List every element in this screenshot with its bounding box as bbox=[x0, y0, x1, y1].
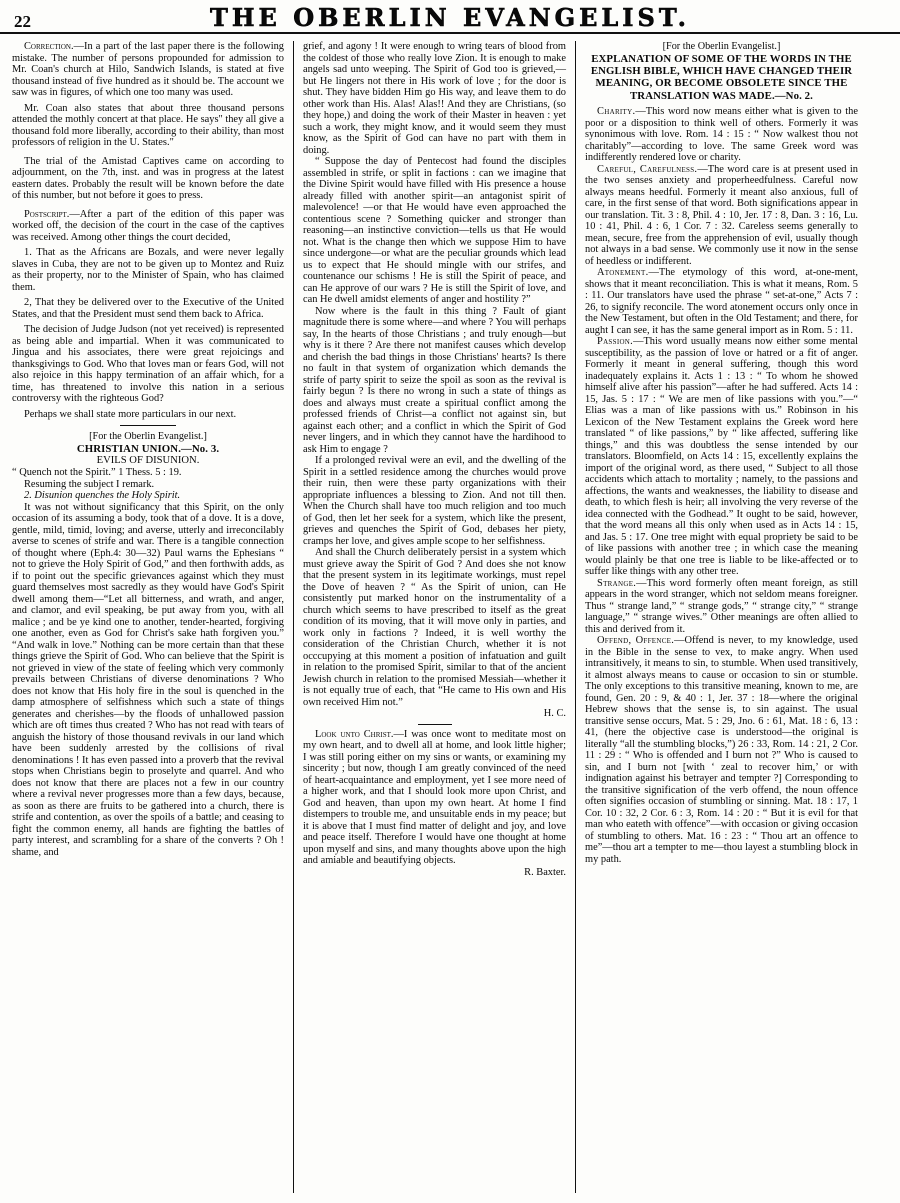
entry-word: Charity. bbox=[597, 106, 636, 118]
glossary-entry bbox=[585, 336, 858, 578]
news-item bbox=[12, 409, 284, 421]
column-container bbox=[0, 34, 900, 1201]
article-title: CHRISTIAN UNION.—No. 3. bbox=[76, 442, 220, 455]
entry-text: —The word care is at present used in the two senses anxiety and properheedfulness. Careful now always means heedful. Formerly it meant also anxious, full of care, in the first sense of that word. Both significations appear in our translation. Tit. 3 : 8, Phil. 4 : 10, Jer. 17 : 8, Dan. 3 : 16, Lu. 10 : 41, Phil. 4 : 6, 1 Cor. 7 : 32. Careless seems generally to mean, secure, free from the apprehension of evil, usually though not always in a bad sense. We commonly use it now in the sense of heedless or indifferent. bbox=[585, 163, 858, 267]
item-text: Perhaps we shall state more particulars in our next. bbox=[24, 408, 237, 420]
entry-word: Careful, Carefulness. bbox=[597, 163, 698, 175]
item-text: —In a part of the last paper there is the following mistake. The number of persons propounded for admission to Mr. Coan's church at Hilo, Sandwich Islands, is stated at five thousand instead of five hundred as it should be. The account we saw was in figures, of which one too many was used. bbox=[12, 41, 284, 98]
item-lead: Postscript. bbox=[24, 208, 70, 220]
column-1 bbox=[12, 41, 294, 1193]
news-item bbox=[12, 156, 284, 202]
article-resume: Resuming the subject I remark. bbox=[24, 478, 155, 490]
article-source: [For the Oberlin Evangelist.] bbox=[89, 431, 207, 442]
entry-text: —This word now means either what is given to the poor or a disposition to think well of others. Formerly it was synonimous with love. Rom. 14 : 15 : “ Now walkest thou not charitably”—according to love. The same Greek word was indifferently rendered love or charity. bbox=[585, 106, 858, 164]
glossary-entry bbox=[585, 106, 858, 164]
news-item bbox=[12, 297, 284, 320]
article-title: EXPLANATION OF SOME OF THE WORDS IN THE ENGLISH BIBLE, WHICH HAVE CHANGED THEIR MEANING, OR BECOME OBSOLETE SINCE THE TRANSLATION WAS MADE.—No. 2. bbox=[590, 52, 853, 102]
news-item bbox=[12, 41, 284, 99]
column-2 bbox=[294, 41, 576, 1193]
news-item bbox=[12, 103, 284, 149]
item-text: —After a part of the edition of this paper was worked off, the decision of the court in the case of the captives was received. Among other things the court decided, bbox=[12, 208, 284, 243]
article-source: [For the Oberlin Evangelist.] bbox=[662, 41, 781, 52]
item-text: Mr. Coan also states that about three thousand persons attended the mothly concert at that place. He says" they all give a thousand fold more liberally, according to their ability, than most professors of religion in the U. States." bbox=[12, 102, 284, 148]
column-3 bbox=[576, 41, 858, 1193]
article-paragraph: And shall the Church deliberately persist in a system which must grieve away the Spirit of God ? And does she not know that the present system in its legitimate workings, must repel the Dove of heaven ? “ As the Spirit of union, can He consistently put marked honor on the instrumentality of a church which seems to have prescribed to itself as the great condition of its moving, that it will move only in parties, and work only in factions ? Indeed, it is well worthy the consideration of the Christian Church, whether it is not occcupying at this moment a position of infatuation and guilt in relation to the promised Spirit, similar to that of the ancient Jewish church in relation to the promised Messiah—whether it is not equally true of each, that “He came to His own and His own received Him not.” bbox=[303, 547, 566, 708]
entry-word: Offend, Offence. bbox=[597, 635, 675, 647]
item-text: 1. That as the Africans are Bozals, and were never legally slaves in Cuba, they are not to be given up to Montez and Ruiz as their property, nor to the Minister of Spain, who has claimed them. bbox=[12, 247, 284, 293]
divider-rule bbox=[418, 724, 452, 725]
divider-rule bbox=[120, 425, 176, 426]
item-text: The decision of Judge Judson (not yet received) is represented as being able and impartial. When it was communicated to Jingua and his associates, there were great rejoicings and thanksgivings to God. Who that loves man or fears God, will not also rejoice in this happy termination of an affair which, for a time, has threatened to involve this nation in a serious controversy with the righteous God? bbox=[12, 324, 284, 404]
article-point: 2. Disunion quenches the Holy Spirit. bbox=[24, 490, 181, 501]
item-lead: Correction. bbox=[24, 41, 74, 52]
item-text: —I was once wont to meditate most on my own heart, and to dwell all at home, and look little higher; I was still poring either on my sins or wants, or examining my sincerity ; but now, though I am greatly convinced of the need of heart-acquaintance and employment, yet I see more need of a higher work, and that I should look more upon Christ, and God and heaven, than upon my own heart. At home I find distempers to trouble me, and unsuitable ends in my peace; but it is above that I must find matter of delight and joy, and love and peace itself. Therefore I would have one thought at home upon myself and sins, and many thoughts above upon the high and amiable and beautifying objects. bbox=[303, 728, 566, 866]
glossary-entry bbox=[585, 267, 858, 336]
article-paragraph: “ Suppose the day of Pentecost had found the disciples assembled in strife, or split in factions : can we imagine that the Divine Spirit would have filled with His presence a house already filled with another spirit—an antagonist spirit of malevolence! —or that He would have even approached the contentious scene ? Something quicker and stronger than reasoning—an instinctive conviction—tells us that He would not. What is the change then which we suppose Him to have since undergone—or what are the peculiar grounds which lead us to expect that He should mingle with our strifes, and countenance our schisms ! He is still the Spirit of peace, and can He approve of our wars ? He is still the Spirit of love, and can He dwell amidst elements of anger and hostility ?” bbox=[303, 156, 566, 305]
news-item bbox=[12, 324, 284, 405]
item-text: The trial of the Amistad Captives came on according to adjournment, on the 7th, inst. and was in progress at the latest eastern dates. Probably the result will be known before the date of this number, but not before it goes to press. bbox=[12, 155, 284, 201]
item-lead: Look unto Christ. bbox=[315, 728, 394, 740]
item-signature: R. Baxter. bbox=[524, 866, 566, 878]
publication-title: THE OBERLIN EVANGELIST. bbox=[210, 3, 690, 32]
entry-text: —Offend is never, to my knowledge, used in the Bible in the sense to vex, to make angry. When used intransitively, it means to sin, to stumble. When used transitively, it almost always means to cause or occasion to sin or stumble. The only exceptions to this transitive meaning, known to me, are found, Gen. 20 : 9, & 40 : 1, Jer. 37 : 18—where the original Hebrew shows that the sense is, to sin against. The usual transitive sense occurs, Mat. 5 : 29, Jno. 6 : 61, Mat. 18 : 6, 13 : 41, (here the objective case is understood—the original is literally “all the stumbling blocks,”) 26 : 33, Rom. 14 : 21, 2 Cor. 11 : 29 : “ Who is offended and I burn not ?” Who is caused to sin, and I burn not [with ‘ zeal to recover him,’ or with indignation against his betrayer and tempter ?] Corresponding to the transitive signification of the verb offend, the noun offence often signifies occasion of stumbling or sinning. Mat. 18 : 17, 1 Cor. 10 : 32, 2 Cor. 6 : 3, Rom. 14 : 20 : “ But it is evil for that man who eateth with offence”—with occasion or giving occasion of stumbling to others. Mat. 16 : 23 : “ Thou art an offence to me”—thou art a tempter to me—thou layest a stumbling block in my path. bbox=[585, 635, 859, 865]
glossary-entry bbox=[585, 164, 858, 268]
news-item bbox=[12, 209, 284, 244]
article-paragraph: If a prolonged revival were an evil, and the dwelling of the Spirit in a settled residence among the churches would prove their ruin, then were these party organizations with their appropriate influences a blessing to Zion. And not till then. When the Church shall have too much religion and too much of God, then let her seek for a system, which like the present, grieves and quenches the Spirit of God, debases her piety, cramps her love, and gives ample scope to her selfishness. bbox=[303, 455, 566, 547]
article-subtitle: EVILS OF DISUNION. bbox=[96, 455, 200, 466]
item-text: 2, That they be delivered over to the Executive of the United States, and that the President must send them back to Africa. bbox=[12, 297, 284, 320]
masthead bbox=[0, 0, 900, 34]
entry-text: —The etymology of this word, at-one-ment, shows that it meant reconciliation. This is what it means, Rom. 5 : 11. Our translators have used the phrase “ set-at-one,” Acts 7 : 26, to signify reconcile. The word atonement occurs only once in the New Testament, but often in the Old Testament; and there, for aught I can see, it has the same general import as in Rom. 5 : 11. bbox=[585, 267, 858, 336]
entry-text: —This word formerly often meant foreign, as still appears in the word stranger, which not seldom means foreigner. Thus “ strange land,” “ strange gods,” “ strange city,” “ strange language,” “ strange wives.” Other meanings are often allied to this and derived from it. bbox=[585, 577, 858, 635]
article-epigraph: “ Quench not the Spirit.” 1 Thess. 5 : 19. bbox=[12, 467, 182, 478]
glossary-entry bbox=[585, 635, 858, 865]
entry-text: —This word usually means now either some mental susceptibility, as the passion of love or hatred or a fit of anger. Formerly it meant in general suffering, though this word inadequately explains it. Acts 1 : 13 : “ To whom he showed himself alive after his passion”—after he had suffered. Acts 14 : 15, Jas. 5 : 17 : “ We are men of like passions with you.”—“ Elias was a man of like passions with us.” Robinson in his Lexicon of the New Testament explains the Greek word here translated “ of like passions,” by “ like affected, suffering like things,” and this was doubtless the sense intended by our translators. Bloomfield, on Acts 14 : 15, excellently explains the import of the original word, as there used, “ Subject to all those accidents which attach to mortality ; namely, to the passions and affections, the wants and weaknesses, the liability to disease and death, to which flesh is heir; all involving the very reverse of the idea connected with the Godhead.” It ought to be said, however, that the word means all this only when used as in Acts 14 : 15, and Jas. 5 : 17. One tree might with equal propriety be said to be of like passions with another tree ; in which case the meaning would plainly be that one tree is liable to be like-affected or to suffer like things with any other tree. bbox=[585, 336, 858, 578]
news-item bbox=[12, 247, 284, 293]
entry-word: Atonement. bbox=[597, 267, 649, 279]
article-signature: H. C. bbox=[543, 708, 566, 719]
article-paragraph: Now where is the fault in this thing ? Fault of giant magnitude there is some where—and where ? You will perhaps say, In the hearts of those Christians ; and truly enough—but why is it there ? Are there not manifest causes which develop and cherish the bad things in those Christians' hearts? Is there no fault in that system of organization which demands the strife of party spirit to seize the spoil as soon as the revival is fairly begun ? Is there no wrong in such a state of things as does and always must create a spiritual conflict among the professed friends of Christ—a conflict not against sin, but against each other; and a conflict in which the Spirit of God never lingers, and in which they cannot have the hardihood to ask Him to engage ? bbox=[303, 305, 566, 455]
article-paragraph: grief, and agony ! It were enough to wring tears of blood from the coldest of those who really love Zion. It is enough to make angels sad unto weeping. The Spirit of God too is grieved,—but He lingers not there in His work of love ; for the door is shut. They have bidden Him go His way, and leave them to do other work than His. Alas! Alas!! And they are Christians, (so they hope,) and doing the work of their Master in heaven : yet such a work, they might know, and it would seem they must know, as the Spirit of God can have no part with them in doing. bbox=[303, 41, 566, 156]
entry-word: Strange. bbox=[597, 577, 637, 589]
news-item bbox=[303, 729, 566, 867]
page-number: 22 bbox=[14, 12, 31, 31]
glossary-entry bbox=[585, 578, 858, 636]
entry-word: Passion. bbox=[597, 336, 634, 348]
article-paragraph: It was not without significancy that this Spirit, on the only occasion of its assuming a body, took that of a dove. It is a dove, gentle, mild, timid, loving; and averse, utterly and irreconcilably averse to scenes of strife and war. There is a tangible connection of thought where (Eph.4: 30—32) Paul warns the Ephesians “ not to grieve the Holy Spirit of God,” and then forthwith adds, as if to point out the specific grievances against which they must guard themselves most sacredly as they would have God's Spirit dwell among them—“Let all bitterness, and wrath, and anger, and clamor, and evil speaking, be put away from you, with all malice ; and be ye kind one to another, tender-hearted, forgiving one another, even as God for Christ's sake hath forgiven you.” “And walk in love.” Nothing can be more certain than that these things grieve the Spirit of God. Who can believe that the Spirit is not grieved in view of the state of feeling which very commonly prevails between Christians of diverse denominations ? Who does not know that His holy fire in the soul is quenched in the damp atmosphere of selfishness which such a state of things generates and cherishes—by the floods of unhallowed passion which are oft times thus created ? Who has not read with tears of anguish the history of those thousand revivals in our land which have been suddenly arrested by the collisions of rival denominations ! It has even passed into a proverb that the revival stops when Christians begin to proselyte and quarrel. And who does not know that there are places not a few in our country where a revival never progresses more than a few days, because, as soon as there are fruits to be gathered into a church, there is strife and contention, as over the spoils of a battle; and ceasing to fight the common enemy, all hands are fighting the battles of party interest, and scrambling for a share of the converts ? Oh ! shame, and bbox=[12, 501, 284, 858]
